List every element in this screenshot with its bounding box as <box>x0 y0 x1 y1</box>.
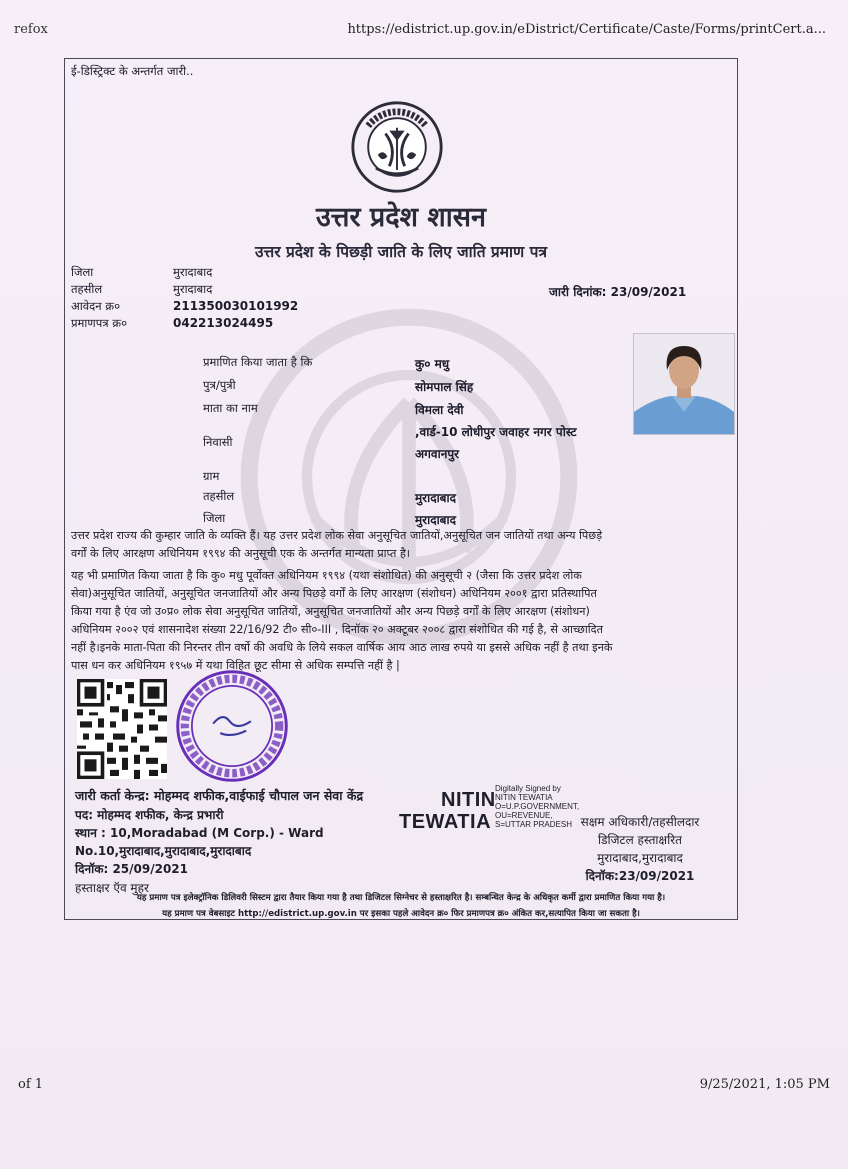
print-footer-page: of 1 <box>18 1077 44 1092</box>
mother-name: विमला देवी <box>415 403 464 417</box>
tehsil-value: मुरादाबाद <box>173 282 213 296</box>
digital-signature-line4: OU=REVENUE, <box>495 811 553 820</box>
tehsil2-value: मुरादाबाद <box>415 491 457 505</box>
official-seal-icon <box>173 667 291 785</box>
application-no: 211350030101992 <box>173 299 299 313</box>
certificate-title: उत्तर प्रदेश के पिछड़ी जाति के लिए जाति प्रमाण पत्र <box>255 243 547 261</box>
applicant-photo <box>633 333 735 435</box>
para1-line2: वर्गों के लिए आरक्षण अधिनियम १९९४ की अनुसूची एक के अन्तर्गत मान्यता प्राप्त है। <box>71 547 411 560</box>
para2-line5: नहीं है।इनके माता-पिता की निरन्तर तीन वर्षो की अवधि के लिये सकल वार्षिक आय आठ लाख रुपये या इससे अधिक नहीं है तथा इनके <box>71 641 613 654</box>
digital-signature-line2: NITIN TEWATIA <box>495 793 553 802</box>
officer-title: सक्षम अधिकारी/तहसीलदार <box>580 815 700 829</box>
certificate-no-label: प्रमाणपत्र क्र० <box>71 316 128 330</box>
digital-signature-line1: Digitally Signed by <box>495 784 561 793</box>
district-value: मुरादाबाद <box>173 265 213 279</box>
print-header-url: https://edistrict.up.gov.in/eDistrict/Certificate/Caste/Forms/printCert.a... <box>347 22 826 37</box>
tehsil2-label: तहसील <box>203 489 235 503</box>
issuer-center: जारी कर्ता केन्द्र: मोहम्मद शफीक,वाईफाई चौपाल जन सेवा केंद्र <box>75 788 364 803</box>
digital-signature-line5: S=UTTAR PRADESH <box>495 820 572 829</box>
resident-label: निवासी <box>203 435 233 449</box>
para2-line6: पास धन कर अधिनियम १९५७ में यथा विहित छूट सीमा से अधिक सम्पत्ति नहीं है | <box>71 659 400 672</box>
officer-sign-label: डिजिटल हस्ताक्षरित <box>598 833 682 847</box>
issuer-post: पद: मोहम्मद शफीक, केन्द्र प्रभारी <box>75 808 224 822</box>
footnote-line2: यह प्रमाण पत्र वेबसाइट http://edistrict.up.gov.in पर इसका पहले आवेदन क्र० फिर प्रमाणपत्र क्र० अंकित कर,सत्यापित किया जा सकता है। <box>162 909 640 919</box>
issuer-place-line2: No.10,मुरादाबाद,मुरादाबाद,मुरादाबाद <box>75 844 252 858</box>
para2-line4: अधिनियम २००२ एवं शासनादेश संख्या 22/16/92 टी० सी०-III , दिनॉक २० अक्टूबर २००८ द्वारा संशोधित की गई है, से आच्छादित <box>71 623 604 636</box>
address-line2: अगवानपुर <box>415 447 460 461</box>
signer-last-name: TEWATIA <box>399 811 492 833</box>
mother-label: माता का नाम <box>203 401 258 415</box>
village-label: ग्राम <box>203 469 220 483</box>
address-line1: ,वार्ड-10 लोधीपुर जवाहर नगर पोस्ट <box>415 425 577 439</box>
para1-line1: उत्तर प्रदेश राज्य की कुम्हार जाति के व्यक्ति हैं। यह उत्तर प्रदेश लोक सेवा अनुसूचित जातियों,अनुसूचित जन जातियों तथा अन्य पिछड़े <box>71 529 603 542</box>
print-header-left: refox <box>14 22 48 37</box>
para2-line3: किया गया है एंव जो उ०प्र० लोक सेवा अनुसूचित जातियों, अनुसूचित जनजातियों और अन्य पिछड़े वर्गों के लिए आरक्षण (संशोधन) <box>71 605 590 618</box>
district2-value: मुरादाबाद <box>415 513 457 527</box>
para2-line1: यह भी प्रमाणित किया जाता है कि कु० मधु पूर्वोक्त अधिनियम १९९४ (यथा संशोधित) की अनुसूची २ (जैसा कि उत्तर प्रदेश लोक <box>71 569 582 582</box>
issuer-date: दिनॉक: 25/09/2021 <box>75 862 189 876</box>
certificate-no: 042213024495 <box>173 316 274 330</box>
district-label: जिला <box>71 265 94 279</box>
signer-first-name: NITIN <box>441 789 496 811</box>
holder-name: कु० मधु <box>415 357 450 371</box>
footnote-line1: यह प्रमाण पत्र इलेक्ट्रॉनिक डिलिवरी सिस्टम द्वारा तैयार किया गया है तथा डिजिटल सिग्नेचर से हस्ताक्षरित है। सम्बन्धित केन्द्र के अधिकृत कर्मी द्वारा प्रमाणित किया गया है। <box>136 893 666 903</box>
qr-code-icon <box>77 679 167 779</box>
digital-signature-line3: O=U.P.GOVERNMENT, <box>495 802 580 811</box>
up-state-emblem-icon <box>349 99 445 195</box>
district2-label: जिला <box>203 511 226 525</box>
para2-line2: सेवा)अनुसूचित जातियों, अनुसूचित जनजातियों और अन्य पिछड़े वर्गों के लिए आरक्षण (संशोधन) अधिनियम २००१ द्वारा प्रतिस्थापित <box>71 587 597 600</box>
issue-date: जारी दिनांक: 23/09/2021 <box>549 285 687 299</box>
parent-label: पुत्र/पुत्री <box>203 378 236 392</box>
tehsil-label: तहसील <box>71 282 103 296</box>
officer-date: दिनॉक:23/09/2021 <box>585 869 695 883</box>
issuer-place-line1: स्थान : 10,Moradabad (M Corp.) - Ward <box>75 826 324 840</box>
caste-certificate <box>64 58 738 920</box>
issued-under-text: ई-डिस्ट्रिक्ट के अन्तर्गत जारी.. <box>71 64 194 78</box>
parent-name: सोमपाल सिंह <box>415 380 474 394</box>
certified-label: प्रमाणित किया जाता है कि <box>203 355 313 369</box>
state-title: उत्तर प्रदेश शासन <box>316 202 486 233</box>
officer-place: मुरादाबाद,मुरादाबाद <box>597 851 683 865</box>
issuer-sign-label: हस्ताक्षर ऍव मुहर <box>75 881 149 895</box>
application-no-label: आवेदन क्र० <box>71 299 121 313</box>
print-footer-datetime: 9/25/2021, 1:05 PM <box>699 1077 830 1092</box>
